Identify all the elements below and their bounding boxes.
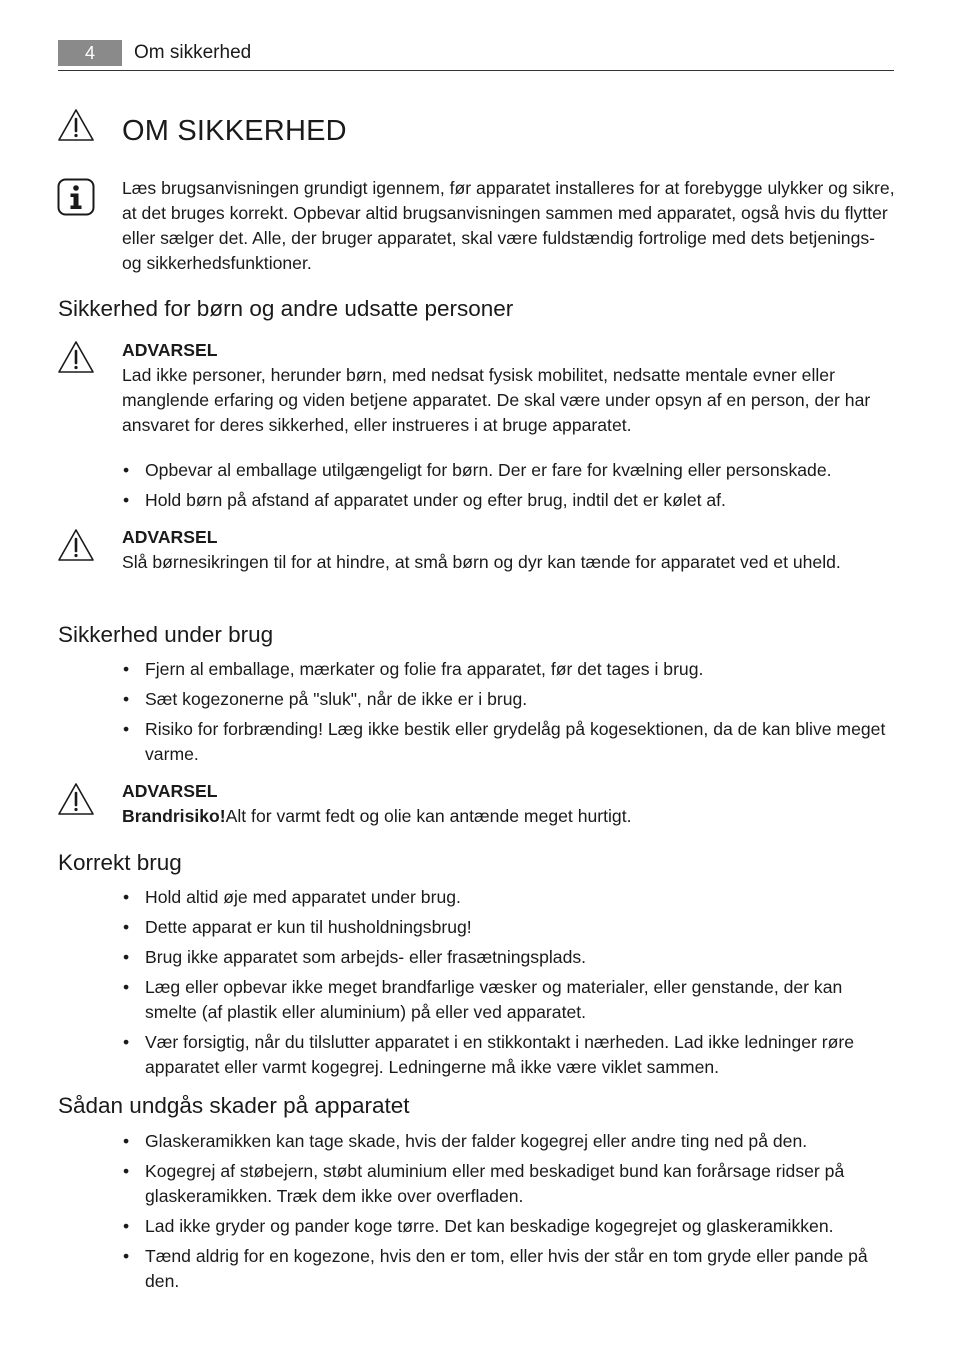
list-item: • Glaskeramikken kan tage skade, hvis der falder kogegrej eller andre ting ned på den.: [122, 1129, 897, 1154]
warning-text: Lad ikke personer, herunder børn, med nedsat fysisk mobilitet, nedsatte mentale evner eller manglende erfaring og viden betjene apparatet. De skal være under opsyn af en person, der har ansvaret for deres sikkerhed, eller instrueres i at bruge apparatet.: [122, 365, 871, 435]
warning-triangle-icon: [57, 340, 95, 374]
list-item: • Kogegrej af støbejern, støbt aluminium eller med beskadiget bund kan forårsage ridser på glaskeramikken. Træk dem ikke over overfladen.: [122, 1159, 897, 1209]
list-item: • Tænd aldrig for en kogezone, hvis den er tom, eller hvis der står en tom gryde eller pande på den.: [122, 1244, 897, 1294]
warning-label: ADVARSEL: [122, 781, 218, 801]
list-item: • Hold børn på afstand af apparatet under og efter brug, indtil det er kølet af.: [122, 488, 897, 513]
intro-text: Læs brugsanvisningen grundigt igennem, før apparatet installeres for at forebygge ulykker og sikre, at det bruges korrekt. Opbevar altid brugsanvisningen sammen med apparatet, også hvis du flytter eller sælger det. Alle, der bruger apparatet, skal være fuldstændig fortrolige med dets betjenings- og sikkerhedsfunktioner.: [122, 178, 895, 273]
warning-triangle-icon: [57, 528, 95, 562]
section-heading-damage: Sådan undgås skader på apparatet: [58, 1093, 410, 1118]
list-item: • Brug ikke apparatet som arbejds- eller frasætningsplads.: [122, 945, 897, 970]
bullet-list-use: [122, 657, 897, 772]
list-item: • Fjern al emballage, mærkater og folie fra apparatet, før det tages i brug.: [122, 657, 897, 682]
page-number: 4: [58, 40, 122, 66]
bullet-list-children: [122, 458, 897, 518]
section-heading-use: Sikkerhed under brug: [58, 622, 274, 647]
list-item: • Lad ikke gryder og pander koge tørre. Det kan beskadige kogegrejet og glaskeramikken.: [122, 1214, 897, 1239]
section-heading-children: Sikkerhed for børn og andre udsatte personer: [58, 296, 514, 321]
running-header: Om sikkerhed: [134, 42, 252, 63]
fire-risk-label: Brandrisiko!: [122, 806, 226, 826]
header-divider: [58, 70, 894, 71]
section-heading-correct-use: Korrekt brug: [58, 850, 182, 875]
page-title: OM SIKKERHED: [122, 115, 347, 147]
list-item: • Hold altid øje med apparatet under brug.: [122, 885, 897, 910]
warning-text: Slå børnesikringen til for at hindre, at små børn og dyr kan tænde for apparatet ved et uheld.: [122, 552, 841, 572]
warning-text: [122, 804, 897, 829]
list-item: • Vær forsigtig, når du tilslutter apparatet i en stikkontakt i nærheden. Lad ikke ledninger røre apparatet eller varmt kogegrej. Ledningerne må ikke være viklet sammen.: [122, 1030, 897, 1080]
warning-label: ADVARSEL: [122, 340, 218, 360]
warning-triangle-icon: [57, 108, 95, 142]
list-item: • Risiko for forbrænding! Læg ikke bestik eller grydelåg på kogesektionen, da de kan blive meget varme.: [122, 717, 897, 767]
list-item: • Opbevar al emballage utilgængeligt for børn. Der er fare for kvælning eller personskade.: [122, 458, 897, 483]
list-item: • Sæt kogezonerne på "sluk", når de ikke er i brug.: [122, 687, 897, 712]
bullet-list-damage: [122, 1129, 897, 1299]
list-item: • Læg eller opbevar ikke meget brandfarlige væsker og materialer, eller genstande, der kan smelte (af plastik eller aluminium) på eller ved apparatet.: [122, 975, 897, 1025]
list-item: • Dette apparat er kun til husholdningsbrug!: [122, 915, 897, 940]
info-icon: [57, 178, 95, 216]
warning-label: ADVARSEL: [122, 527, 218, 547]
warning-triangle-icon: [57, 782, 95, 816]
fire-risk-text: Alt for varmt fedt og olie kan antænde meget hurtigt.: [225, 806, 632, 826]
bullet-list-correct-use: [122, 885, 897, 1085]
